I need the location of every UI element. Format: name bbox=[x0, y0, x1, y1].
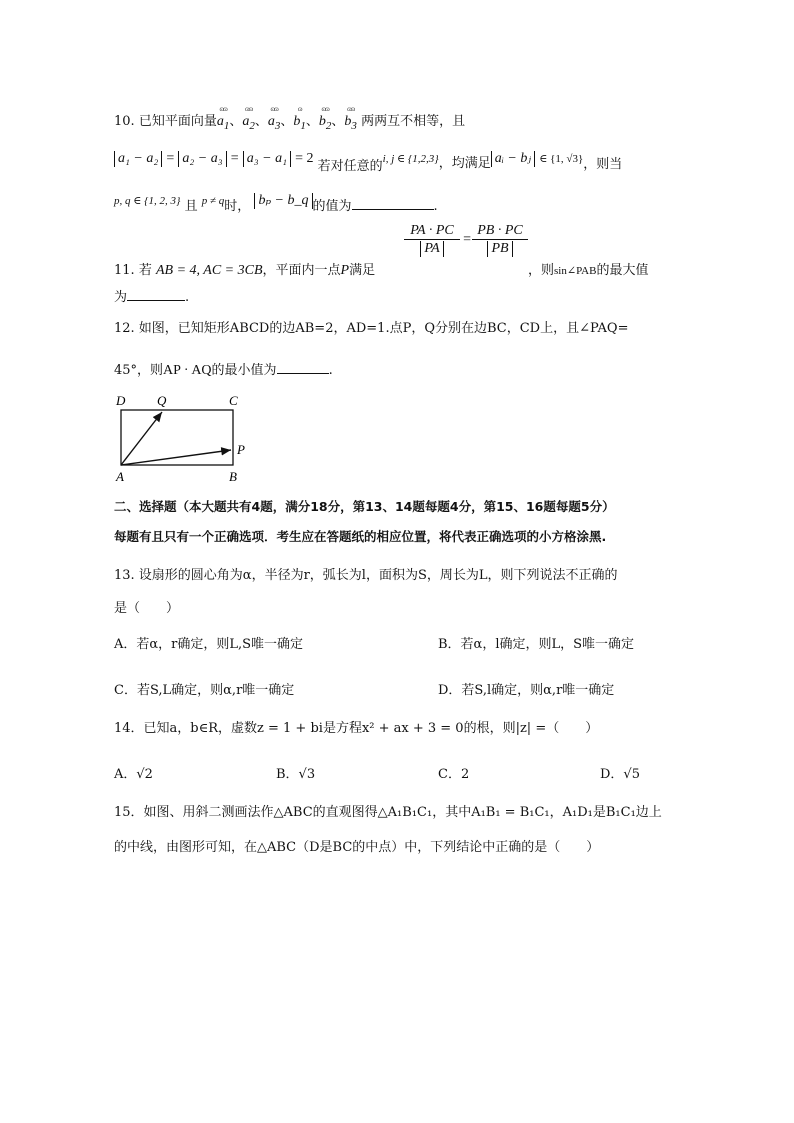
label-a: A bbox=[116, 469, 124, 484]
q11-fraction-right: $\frac{PB \cdot PC}{PB}$ bbox=[472, 222, 528, 258]
answer-blank-q11[interactable] bbox=[127, 300, 185, 301]
vector-ap bbox=[121, 450, 231, 465]
label-p: P bbox=[237, 442, 245, 457]
q12-line2: 45°，则AP · AQ的最小值为 . bbox=[114, 363, 333, 378]
q14-option-a[interactable]: A．√2 bbox=[114, 767, 153, 782]
label-q: Q bbox=[157, 393, 167, 408]
q11-line2: 为 . bbox=[114, 290, 190, 305]
q12-rectangle-figure bbox=[110, 390, 260, 485]
answer-blank-q12[interactable] bbox=[277, 373, 329, 374]
abs-a1-a2: a₁ − a₂ bbox=[114, 151, 162, 167]
dot-product-ap-aq: AP · AQ bbox=[163, 363, 212, 378]
vector-b2: ɷɷ $b_2$ bbox=[318, 105, 332, 132]
q13-option-a[interactable]: A．若α，r确定，则L,S唯一确定 bbox=[114, 637, 304, 652]
vector-a2: ɷɷ $a_2$ bbox=[242, 105, 255, 132]
vector-b1: ɷ $b_1$ bbox=[293, 105, 306, 132]
label-b: B bbox=[229, 469, 237, 484]
vector-b3: ɷɷ $b_3$ bbox=[344, 105, 357, 132]
q10-line3: p, q ∈ {1, 2, 3} 且 p ≠ q时， bₚ − b_q 的值为 . bbox=[114, 193, 438, 214]
q12-line1: 12. 如图，已知矩形ABCD的边AB=2，AD=1.点P，Q分别在边BC，CD上，且∠PAQ= bbox=[114, 321, 629, 336]
q13-option-d[interactable]: D．若S,l确定，则α,r唯一确定 bbox=[438, 683, 615, 698]
q13-option-c[interactable]: C．若S,L确定，则α,r唯一确定 bbox=[114, 683, 295, 698]
q14-option-d[interactable]: D．√5 bbox=[600, 767, 640, 782]
q11-line1-tail: ，则sin∠PAB的最大值 bbox=[528, 263, 649, 278]
label-c: C bbox=[229, 393, 238, 408]
q14-option-b[interactable]: B．√3 bbox=[276, 767, 316, 782]
q11-line1: 11. 若 AB = 4, AC = 3CB，平面内一点P满足 bbox=[114, 263, 376, 278]
section2-heading: 二、选择题（本大题共有4题，满分18分，第13、14题每题4分，第15、16题每题5分） bbox=[114, 499, 615, 514]
abs-ai-bj: aᵢ − bⱼ bbox=[491, 151, 535, 167]
q15-line2: 的中线，由图形可知，在△ABC（D是BC的中点）中，下列结论中正确的是（ ） bbox=[114, 840, 600, 855]
label-d: D bbox=[116, 393, 126, 408]
exam-page: 10. 已知平面向量 ɷɷ $a_1$、 ɷɷ $a_2$、 ɷɷ $a_3$、 ɷ $b_1$、 ɷɷ $b_2$、 ɷɷ $b_3$ 两两互不相等，且 a₁ − a₂ = a₂ − a₃ = a₃ − a₁ = 2 若对任意的i, j ∈ {1,2,3}，均满足 aᵢ − bⱼ ∈ {1, √3}，则当 p, q ∈ {1, 2, 3} 且 p ≠ q时， bₚ − b_q 的值为 . $\frac{PA \cdot PC}{PA}$ = $\frac{PB \cdot PC}{PB}$ 11. 若 AB = 4, AC = 3CB，平面内一点P满足 ，则sin∠PAB的最大值 为 . 12. 如图，已知矩形ABCD的边AB=2，AD=1.点P，Q分别在边BC，CD上，且∠PAQ= 45°，则AP · AQ的最小值为 . D Q C P A B 二、选择题（本大题共有4题，满分18分，第13、14题每题4分，第15、16题每题5分） 每题有且只有一个正确选项．考生应在答题纸的相应位置，将代表正确选项的小方格涂黑. 13. 设扇形的圆心角为α，半径为r，弧长为l，面积为S，周长为L，则下列说法不正确的 是（ ） A．若α，r确定，则L,S唯一确定 B．若α，l确定，则L，S唯一确定 C．若S,L确定，则α,r唯一确定 D．若S,l确定，则α,r唯一确定 14．已知a，b∈R，虚数z = 1 + bi是方程x² + ax + 3 = 0的根，则|z| =（ ） A．√2 B．√3 C．2 D．√5 15．如图、用斜二测画法作△ABC的直观图得△A₁B₁C₁，其中A₁B₁ = B₁C₁，A₁D₁是B₁C₁边上 的中线，由图形可知，在△ABC（D是BC的中点）中，下列结论中正确的是（ ） bbox=[0, 0, 794, 1123]
vector-aq bbox=[121, 412, 162, 465]
q10-line1: 10. 已知平面向量 ɷɷ $a_1$、 ɷɷ $a_2$、 ɷɷ $a_3$、 ɷ $b_1$、 ɷɷ $b_2$、 ɷɷ $b_3$ 两两互不相等，且 bbox=[114, 113, 465, 135]
vector-a3: ɷɷ $a_3$ bbox=[267, 105, 281, 132]
vector-a1: ɷɷ $a_1$ bbox=[216, 105, 230, 132]
q10-line2: a₁ − a₂ = a₂ − a₃ = a₃ − a₁ = 2 若对任意的i, j ∈ {1,2,3}，均满足 aᵢ − bⱼ ∈ {1, √3}，则当 bbox=[114, 150, 622, 168]
q11-fraction-left: $\frac{PA \cdot PC}{PA}$ bbox=[404, 222, 460, 258]
q15-line1: 15．如图、用斜二测画法作△ABC的直观图得△A₁B₁C₁，其中A₁B₁ = B₁C₁，A₁D₁是B₁C₁边上 bbox=[114, 805, 662, 820]
q14-option-c[interactable]: C．2 bbox=[438, 767, 470, 782]
q13-option-b[interactable]: B．若α，l确定，则L，S唯一确定 bbox=[438, 637, 635, 652]
abs-bp-bq: bₚ − b_q bbox=[254, 193, 312, 209]
q13-line1: 13. 设扇形的圆心角为α，半径为r，弧长为l，面积为S，周长为L，则下列说法不正确的 bbox=[114, 568, 618, 583]
section2-instruction: 每题有且只有一个正确选项．考生应在答题纸的相应位置，将代表正确选项的小方格涂黑. bbox=[114, 529, 607, 544]
abs-a3-a1: a₃ − a₁ bbox=[243, 151, 291, 167]
q14-line1: 14．已知a，b∈R，虚数z = 1 + bi是方程x² + ax + 3 = 0的根，则|z| =（ ） bbox=[114, 721, 599, 736]
answer-blank-q10[interactable] bbox=[352, 209, 434, 210]
abs-a2-a3: a₂ − a₃ bbox=[178, 151, 226, 167]
q13-line2: 是（ ） bbox=[114, 601, 180, 616]
